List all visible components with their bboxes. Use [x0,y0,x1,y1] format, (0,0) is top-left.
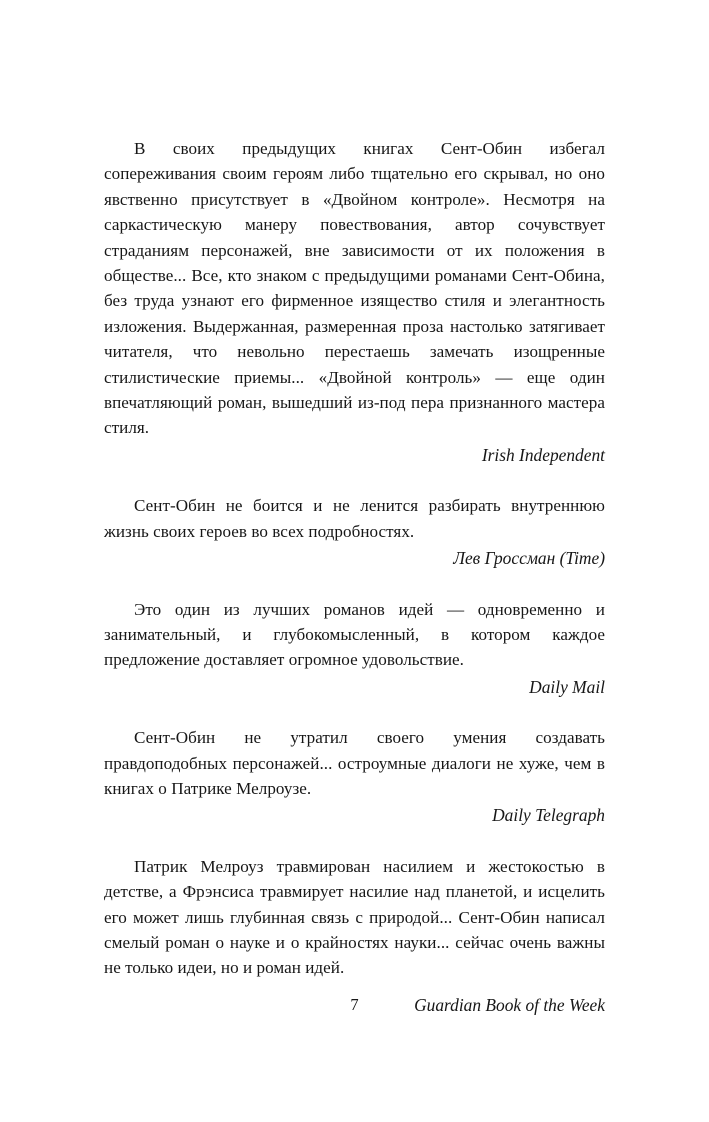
blurb-quote [104,854,605,1018]
blurb-list [104,136,605,1018]
blurb-text: Сент-Обин не боится и не ленится разбирать внутреннюю жизнь своих героев во всех подробностях. [104,496,605,541]
blurb-source: Guardian Book of the Week [414,994,605,1015]
blurb-text: Патрик Мелроуз травмирован насилием и жестокостью в детстве, а Фрэнсиса травмирует насилие над планетой, и исцелить его может лишь глубинная связь с природой... Сент-Обин написал смелый роман о науке и о крайностях науки... сейчас очень важны не только идеи, но и роман идей. [104,856,605,978]
blurb-source: Daily Telegraph [492,805,605,826]
page-number: 7 [350,995,359,1014]
blurb-source: Daily Mail [529,676,605,697]
blurb-text: В своих предыдущих книгах Сент-Обин избегал сопереживания своим героям либо тщательно его скрывал, но оно явственно присутствует в «Двойном контроле». Несмотря на саркастическую манеру повествования, автор сочувствует страданиям персонажей, вне зависимости от их положения в обществе... Все, кто знаком с предыдущими романами Сент-Обина, без труда узнают его фирменное изящество стиля и элегантность изложения. Выдержанная, размеренная проза настолько затягивает читателя, что невольно перестаешь замечать изощренные стилистические приемы... «Двойной контроль» — еще один впечатляющий роман, вышедший из-под пера признанного мастера стиля. [104,139,605,438]
blurb-quote [104,597,605,701]
blurb-quote [104,136,605,468]
blurb-source: Лев Гроссман (Time) [453,548,605,569]
blurb-source: Irish Independent [481,444,605,465]
blurb-quote [104,725,605,829]
blurb-quote [104,493,605,571]
blurb-text: Это один из лучших романов идей — одновременно и занимательный, и глубокомысленный, в котором каждое предложение доставляет огромное удовольствие. [104,599,605,670]
blurb-text: Сент-Обин не утратил своего умения создавать правдоподобных персонажей... остроумные диалоги не хуже, чем в книгах о Патрике Мелроузе. [104,728,605,798]
